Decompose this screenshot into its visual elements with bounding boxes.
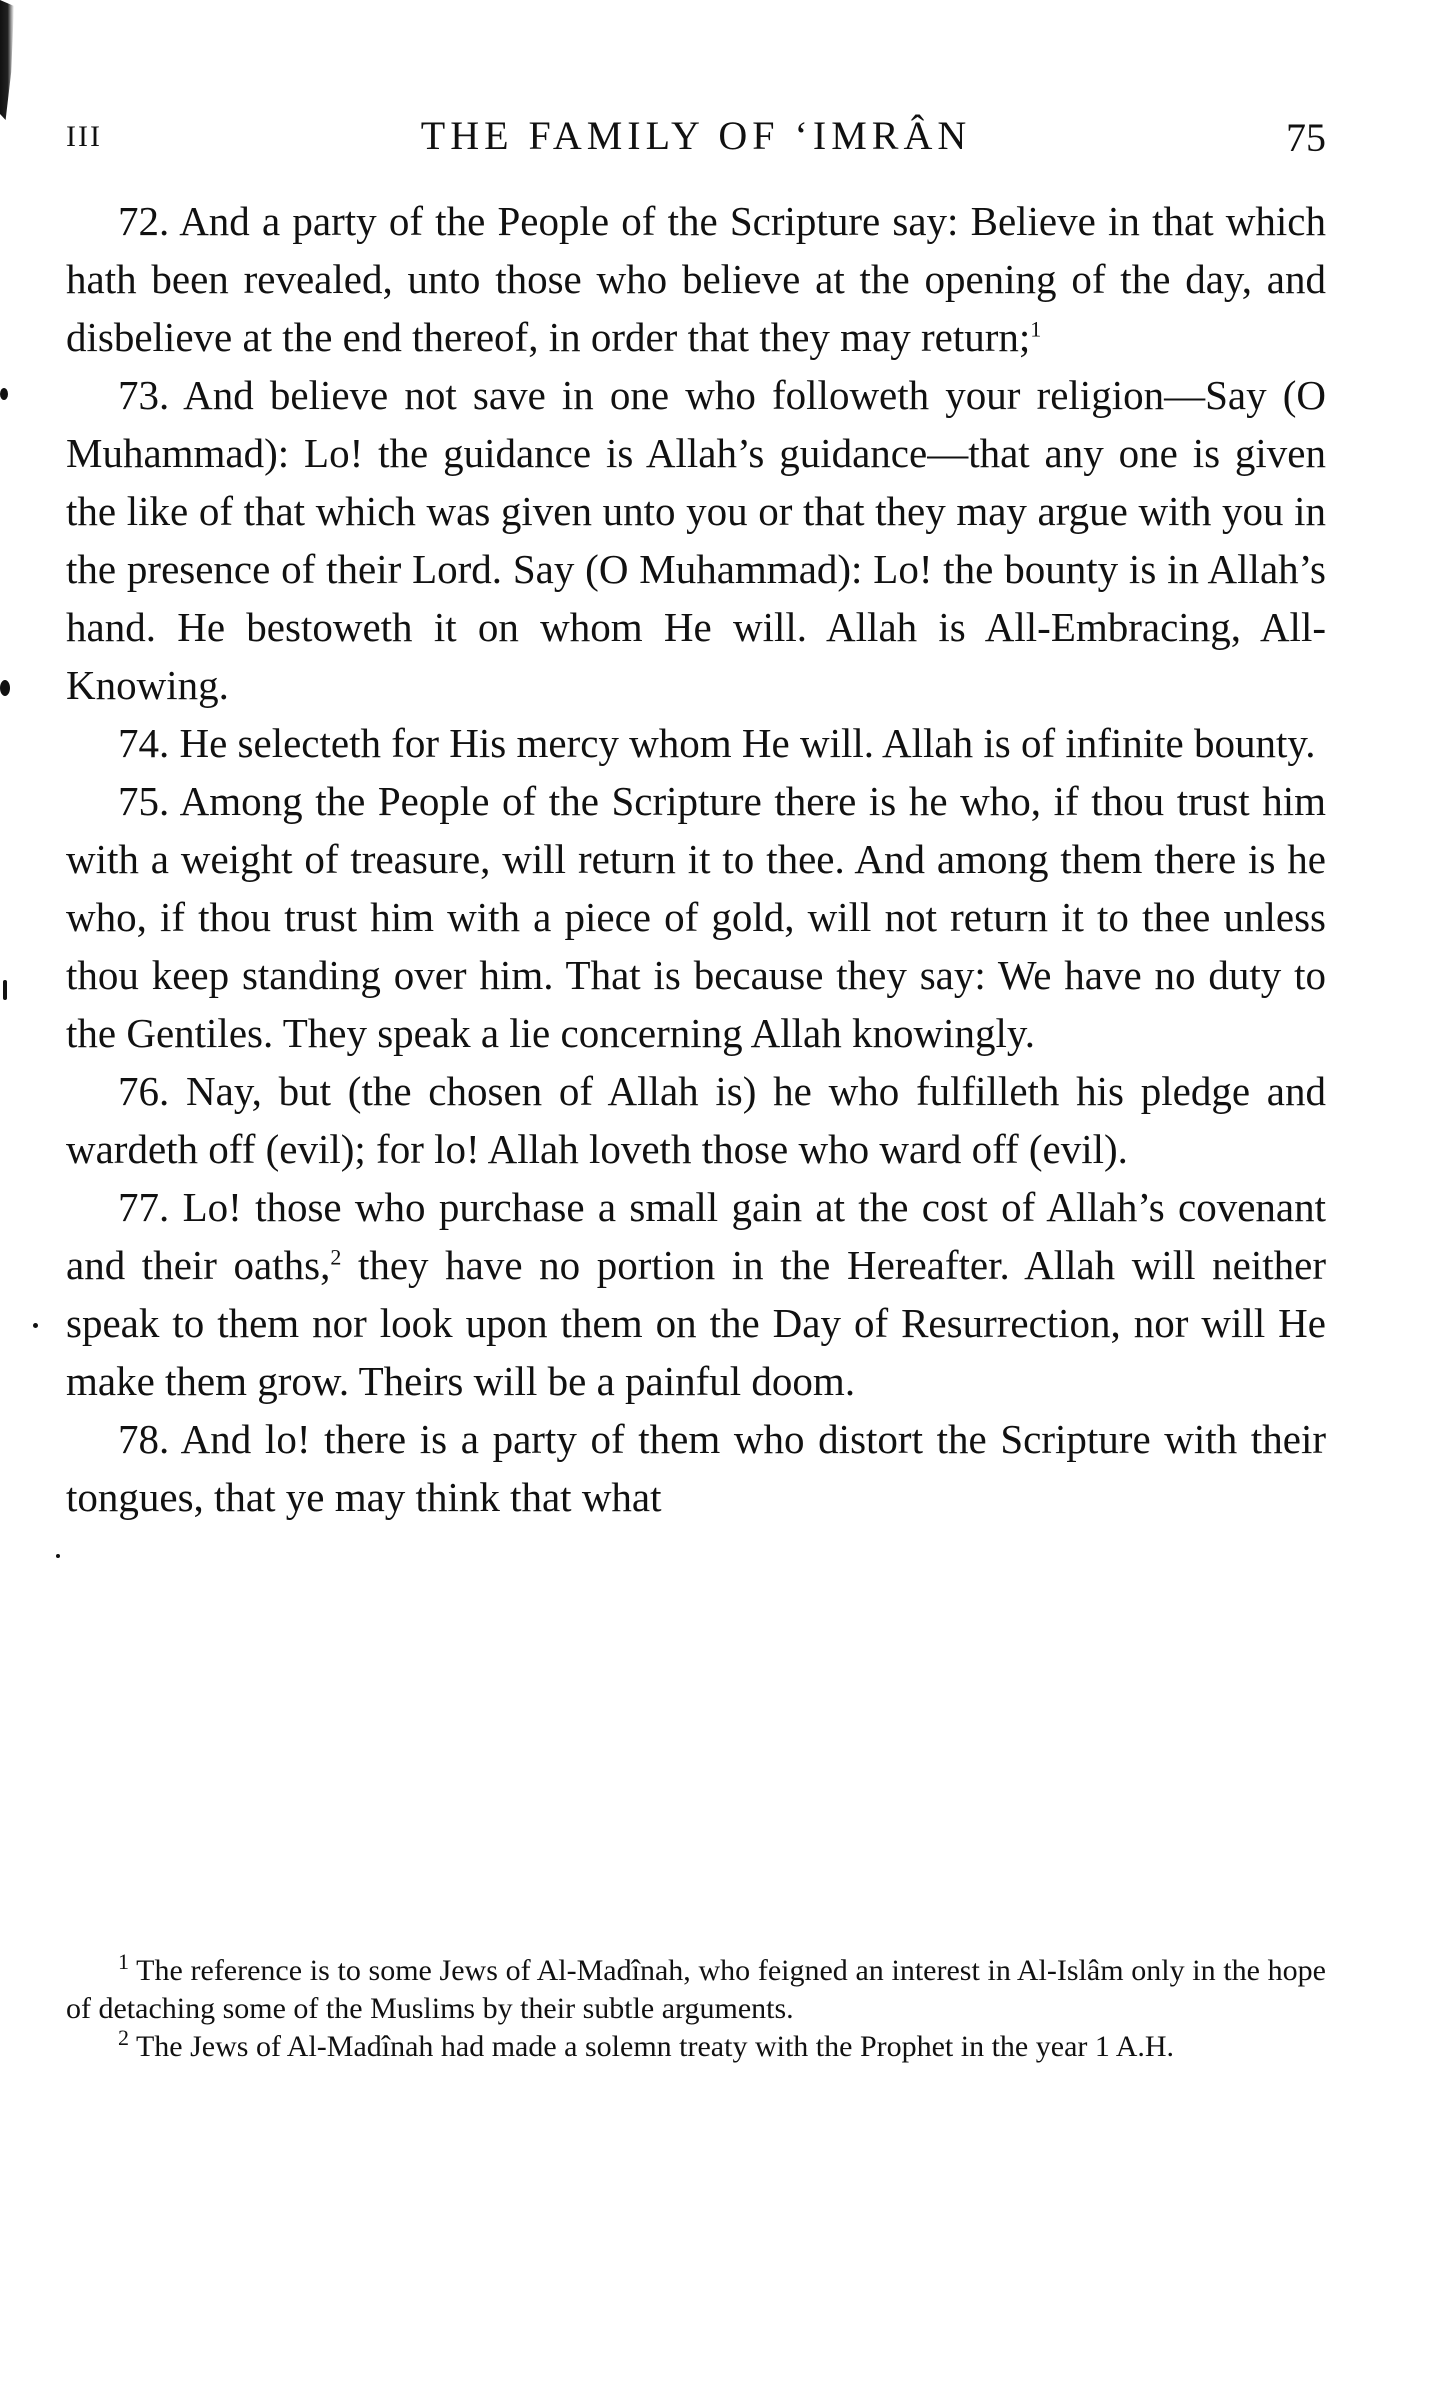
verse-74 [66, 714, 1326, 772]
verse-text: Lo! those who purchase a small gain at the cost of Allah’s covenant and their oaths, [66, 1184, 1326, 1288]
surah-numeral: III [66, 120, 102, 153]
verse-76 [66, 1062, 1326, 1178]
verse-number: 72. [118, 198, 170, 244]
margin-mark [33, 1323, 38, 1328]
verse-number: 78. [118, 1416, 170, 1462]
page-number: 75 [1286, 115, 1326, 160]
verse-number: 77. [118, 1184, 170, 1230]
verse-number: 76. [118, 1068, 170, 1114]
footnote-ref[interactable]: 2 [330, 1244, 342, 1270]
verse-body [66, 192, 1326, 1526]
verse-78 [66, 1410, 1326, 1526]
verse-number: 74. [118, 720, 170, 766]
verse-text: And a party of the People of the Scripture say: Believe in that which hath been revealed, unto those who believe at the opening of the day, and disbelieve at the end thereof, in order that they may return; [66, 198, 1326, 360]
verse-text: And believe not save in one who followeth your religion—Say (O Muhammad): Lo! the guidance is Allah’s guidance—that any one is given the like of that which was given unto you or that they may argue with you in the presence of their Lord. Say (O Muhammad): Lo! the bounty is in Allah’s hand. He bestoweth it on whom He will. Allah is All-Embracing, All-Knowing. [66, 372, 1326, 708]
running-header [66, 112, 1326, 162]
footnote-text: The Jews of Al-Madînah had made a solemn treaty with the Prophet in the year 1 A.H. [135, 2030, 1175, 2063]
verse-72 [66, 192, 1326, 366]
verse-text: they have no portion in the Hereafter. Allah will neither speak to them nor look upon them on the Day of Resurrection, nor will He make them grow. Theirs will be a painful doom. [66, 1242, 1326, 1404]
scan-edge-mark [0, 0, 14, 120]
margin-mark [0, 680, 10, 696]
verse-75 [66, 772, 1326, 1062]
verse-77 [66, 1178, 1326, 1410]
verse-text: Nay, but (the chosen of Allah is) he who fulfilleth his pledge and wardeth off (evil); for lo! Allah loveth those who ward off (evil). [66, 1068, 1327, 1172]
footnote-marker: 2 [118, 2025, 129, 2050]
footnote-text: The reference is to some Jews of Al-Madînah, who feigned an interest in Al-Islâm only in the hope of detaching some of the Muslims by their subtle arguments. [66, 1954, 1326, 2025]
verse-number: 75. [118, 778, 170, 824]
footnote-marker: 1 [118, 1949, 129, 1974]
verse-text: He selecteth for His mercy whom He will. Allah is of infinite bounty. [179, 720, 1316, 766]
chapter-title: THE FAMILY OF ‘IMRÂN [420, 113, 972, 158]
footnote-1 [66, 1949, 1326, 2028]
footnotes [66, 1949, 1326, 2066]
margin-mark [56, 1554, 60, 1558]
margin-mark [0, 388, 8, 400]
verse-73 [66, 366, 1326, 714]
footnote-2 [66, 2025, 1326, 2066]
verse-text: And lo! there is a party of them who distort the Scripture with their tongues, that ye may think that what [66, 1416, 1326, 1520]
verse-text: Among the People of the Scripture there is he who, if thou trust him with a weight of treasure, will return it to thee. And among them there is he who, if thou trust him with a piece of gold, will not return it to thee unless thou keep standing over him. That is because they say: We have no duty to the Gentiles. They speak a lie concerning Allah knowingly. [66, 778, 1326, 1056]
footnote-ref[interactable]: 1 [1030, 316, 1042, 342]
margin-mark [3, 980, 7, 1000]
verse-number: 73. [118, 372, 170, 418]
